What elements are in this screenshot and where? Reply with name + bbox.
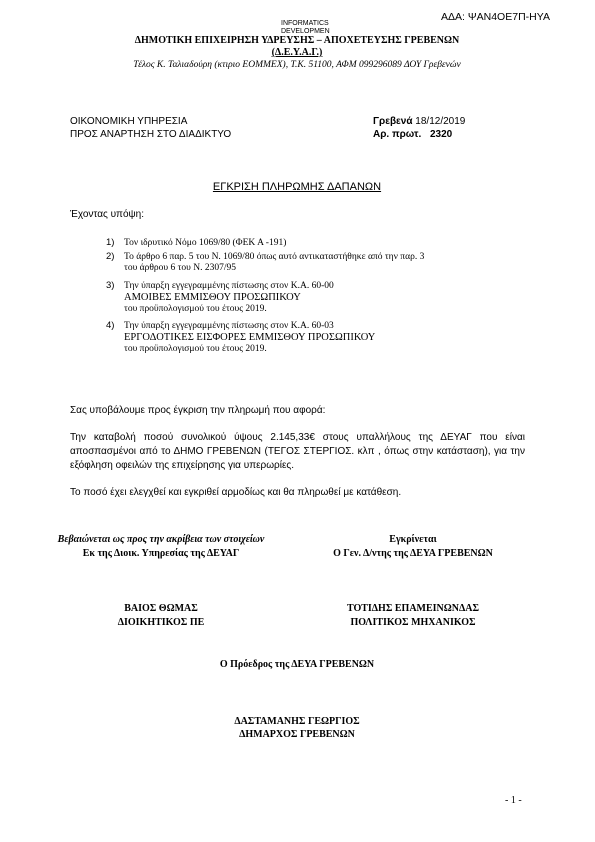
item-line: του προϋπολογισμού του έτους 2019.: [124, 344, 267, 354]
service-name: ΟΙΚΟΝΟΜΙΚΗ ΥΠΗΡΕΣΙΑ: [70, 116, 188, 127]
item-line: του άρθρου 6 του Ν. 2307/95: [124, 263, 237, 273]
item-line: του προϋπολογισμού του έτους 2019.: [124, 304, 267, 314]
item-number: 1): [106, 237, 115, 248]
body-paragraph: Την καταβολή ποσού συνολικού ύψους 2.145,33€ στους υπαλλήλους της ΔΕΥΑΓ που είναι αποσπασμένοι από το ΔΗΜΟ ΓΡΕΒΕΝΩΝ (ΤΕΓΟΣ ΣΤΕΡΓΙΟΣ. κλπ , όπως στην κατάσταση), για την εξόφληση οφειλών της επιχείρησης για υπερωρίες.: [70, 432, 525, 471]
org-abbreviation: (Δ.Ε.Υ.Α.Γ.): [271, 47, 323, 58]
protocol-label: Αρ. πρωτ.: [373, 129, 422, 140]
president-label: Ο Πρόεδρος της ΔΕΥΑ ΓΡΕΒΕΝΩΝ: [219, 659, 375, 670]
left-signatory-title: ΔΙΟΙΚΗΤΙΚΟΣ ΠΕ: [117, 617, 205, 628]
item-number: 4): [106, 320, 115, 331]
president-title: ΔΗΜΑΡΧΟΣ ΓΡΕΒΕΝΩΝ: [239, 729, 355, 740]
item-line: ΕΡΓΟΔΟΤΙΚΕΣ ΕΙΣΦΟΡΕΣ ΕΜΜΙΣΘΟΥ ΠΡΟΣΩΠΙΚΟΥ: [124, 332, 376, 343]
certification-line-1: Βεβαιώνεται ως προς την ακρίβεια των στοιχείων: [57, 534, 265, 545]
list-item: [106, 280, 334, 315]
item-line: Την ύπαρξη εγγεγραμμένης πίστωσης στον Κ.Α. 60-00: [124, 281, 334, 291]
protocol-line: [373, 129, 452, 140]
document-title: ΕΓΚΡΙΣΗ ΠΛΗΡΩΜΗΣ ΔΑΠΑΝΩΝ: [212, 181, 382, 193]
page-number: - 1 -: [505, 795, 522, 806]
approval-line-1: Εγκρίνεται: [389, 534, 437, 545]
list-item: [106, 320, 375, 355]
list-item: [106, 237, 286, 249]
org-address: Τέλος Κ. Ταλιαδούρη (κτιριο ΕΟΜΜΕΧ), Τ.Κ. 51100, ΑΦΜ 099296089 ΔΟΥ Γρεβενών: [133, 60, 461, 70]
stamp-line-2: DEVELOPMEN: [281, 28, 330, 35]
overlay-stamp: [281, 20, 330, 36]
org-name: ΔΗΜΟΤΙΚΗ ΕΠΙΧΕΙΡΗΣΗ ΥΔΡΕΥΣΗΣ – ΑΠΟΧΕΤΕΥΣΗΣ ΓΡΕΒΕΝΩΝ: [134, 35, 460, 46]
stamp-line-1: INFORMATICS: [281, 20, 329, 27]
item-line: Την ύπαρξη εγγεγραμμένης πίστωσης στον Κ.Α. 60-03: [124, 321, 334, 331]
right-signatory-title: ΠΟΛΙΤΙΚΟΣ ΜΗΧΑΝΙΚΟΣ: [350, 617, 476, 628]
intro-text: Έχοντας υπόψη:: [70, 209, 144, 220]
ada-code: ΑΔΑ: ΨΑΝ4ΟΕ7Π-ΗΥΑ: [441, 11, 550, 23]
protocol-number: 2320: [430, 129, 453, 140]
right-signatory-name: ΤΟΤΙΔΗΣ ΕΠΑΜΕΙΝΩΝΔΑΣ: [346, 603, 480, 614]
document-date: 18/12/2019: [415, 116, 466, 127]
certification-line-2: Εκ της Διοικ. Υπηρεσίας της ΔΕΥΑΓ: [82, 548, 240, 559]
place-label: Γρεβενά: [373, 116, 413, 127]
president-name: ΔΑΣΤΑΜΑΝΗΣ ΓΕΩΡΓΙΟΣ: [234, 716, 360, 727]
closing-text: Το ποσό έχει ελεγχθεί και εγκριθεί αρμοδίως και θα πληρωθεί με κατάθεση.: [70, 487, 402, 498]
posting-note: ΠΡΟΣ ΑΝΑΡΤΗΣΗ ΣΤΟ ΔΙΑΔΙΚΤΥΟ: [70, 129, 232, 140]
request-text: Σας υποβάλουμε προς έγκριση την πληρωμή που αφορά:: [70, 405, 326, 416]
list-item: [106, 251, 424, 274]
approval-line-2: Ο Γεν. Δ/ντης της ΔΕΥΑ ΓΡΕΒΕΝΩΝ: [333, 548, 493, 559]
item-line: Το άρθρο 6 παρ. 5 του Ν. 1069/80 όπως αυτό αντικαταστήθηκε από την παρ. 3: [124, 252, 425, 262]
item-number: 2): [106, 251, 115, 262]
item-line: ΑΜΟΙΒΕΣ ΕΜΜΙΣΘΟΥ ΠΡΟΣΩΠΙΚΟΥ: [124, 292, 301, 303]
item-number: 3): [106, 280, 115, 291]
date-line: [373, 116, 465, 127]
left-signatory-name: ΒΑΙΟΣ ΘΩΜΑΣ: [124, 603, 198, 614]
item-line: Τον ιδρυτικό Νόμο 1069/80 (ΦΕΚ Α -191): [124, 238, 287, 248]
